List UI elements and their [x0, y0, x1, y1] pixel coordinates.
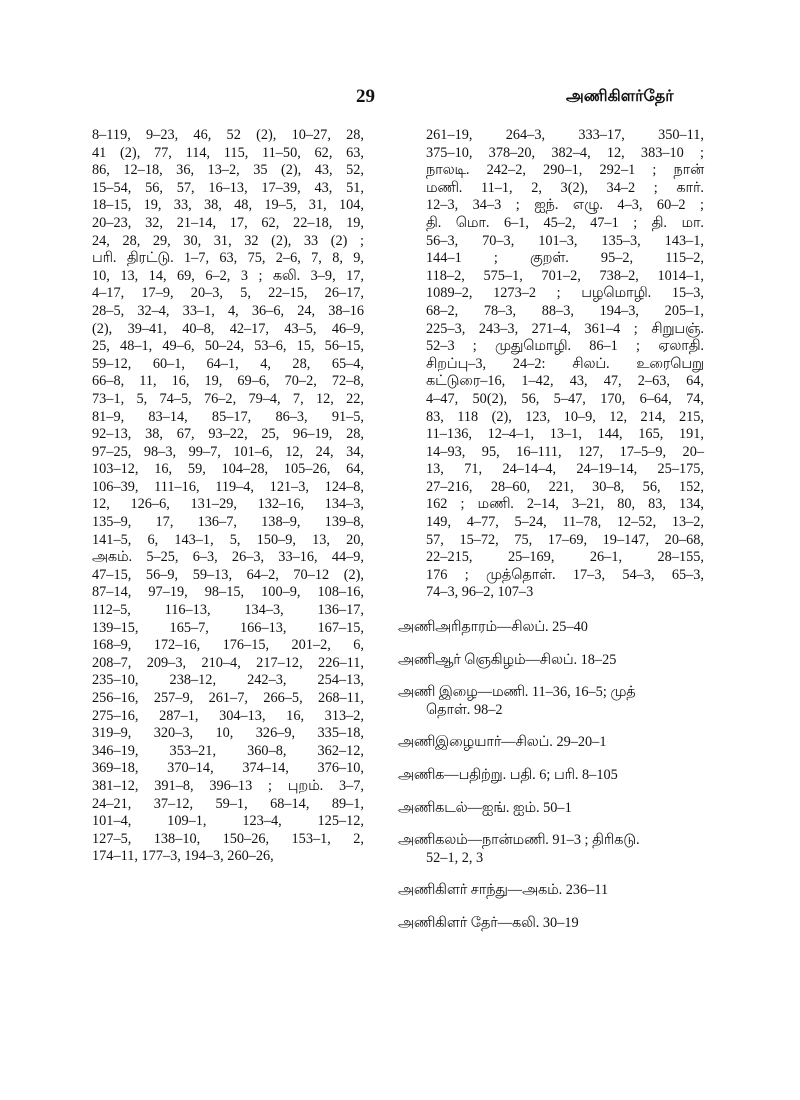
index-line: கட்டுரை–16, 1–42, 43, 47, 2–63, 64, [426, 373, 704, 390]
index-line: நாலடி. 242–2, 290–1, 292–1 ; நான் [426, 162, 704, 179]
index-line: 101–4, 109–1, 123–4, 125–12, [92, 813, 364, 830]
index-line: 59–12, 60–1, 64–1, 4, 28, 65–4, [92, 355, 364, 372]
index-entry [398, 652, 704, 670]
entry-continuation: தொள். 98–2 [426, 701, 503, 718]
index-line: 256–16, 257–9, 261–7, 266–5, 268–11, [92, 690, 364, 706]
right-column [426, 127, 704, 602]
index-line: 83, 118 (2), 123, 10–9, 12, 214, 215, [426, 408, 704, 425]
entry-headword-line: அணிஇழையார்—சிலப். 29–20–1 [398, 734, 607, 751]
index-line: 13, 71, 24–14–4, 24–19–14, 25–175, [426, 461, 704, 478]
index-line: 27–216, 28–60, 221, 30–8, 56, 152, [426, 478, 704, 495]
index-line: மணி. 11–1, 2, 3(2), 34–2 ; கார். [426, 179, 704, 196]
index-line: 18–15, 19, 33, 38, 48, 19–5, 31, 104, [92, 197, 364, 214]
index-line: 10, 13, 14, 69, 6–2, 3 ; கலி. 3–9, 17, [92, 267, 364, 284]
index-line: 208–7, 209–3, 210–4, 217–12, 226–11, [92, 654, 364, 671]
entry-headword-line: அணிகிளர் தேர்—கலி. 30–19 [398, 914, 579, 931]
page-number: 29 [356, 86, 375, 107]
index-line: 1089–2, 1273–2 ; பழமொழி. 15–3, [426, 285, 704, 302]
index-line: 375–10, 378–20, 382–4, 12, 383–10 ; [426, 144, 704, 161]
index-line: 28–5, 32–4, 33–1, 4, 36–6, 24, 38–16 [92, 302, 364, 319]
index-line: 12, 126–6, 131–29, 132–16, 134–3, [92, 496, 364, 513]
index-line: 73–1, 5, 74–5, 76–2, 79–4, 7, 12, 22, [92, 390, 364, 407]
index-line: சிறப்பு–3, 24–2: சிலப். உரைபெறு [426, 355, 704, 372]
index-entry [398, 619, 704, 637]
index-line: 106–39, 111–16, 119–4, 121–3, 124–8, [92, 478, 364, 495]
index-line: 14–93, 95, 16–111, 127, 17–5–9, 20– [426, 443, 704, 460]
index-line: 66–8, 11, 16, 19, 69–6, 70–2, 72–8, [92, 373, 364, 390]
index-entry [398, 684, 704, 719]
index-line: 74–3, 96–2, 107–3 [426, 584, 534, 601]
index-line: 103–12, 16, 59, 104–28, 105–26, 64, [92, 461, 364, 478]
index-line: 381–12, 391–8, 396–13 ; புறம். 3–7, [92, 777, 364, 794]
index-entry [398, 767, 704, 785]
index-line: பரி. திரட்டு. 1–7, 63, 75, 2–6, 7, 8, 9, [92, 250, 364, 267]
index-line: 81–9, 83–14, 85–17, 86–3, 91–5, [92, 408, 364, 425]
entry-headword-line: அணிகடல்—ஐங். ஐம். 50–1 [398, 799, 572, 816]
index-line: 168–9, 172–16, 176–15, 201–2, 6, [92, 637, 364, 654]
index-line: 225–3, 243–3, 271–4, 361–4 ; சிறுபஞ். [426, 320, 704, 337]
index-line: 57, 15–72, 75, 17–69, 19–147, 20–68, [426, 531, 704, 548]
index-entry [398, 800, 704, 818]
index-line: 112–5, 116–13, 134–3, 136–17, [92, 602, 364, 619]
index-line: தி. மொ. 6–1, 45–2, 47–1 ; தி. மா. [426, 214, 704, 231]
index-entry [398, 915, 704, 933]
index-line: 176 ; முத்தொள். 17–3, 54–3, 65–3, [426, 566, 704, 583]
index-line: 4–17, 17–9, 20–3, 5, 22–15, 26–17, [92, 285, 364, 302]
index-line: 68–2, 78–3, 88–3, 194–3, 205–1, [426, 302, 704, 319]
index-line: 118–2, 575–1, 701–2, 738–2, 1014–1, [426, 267, 704, 284]
index-line: 20–23, 32, 21–14, 17, 62, 22–18, 19, [92, 214, 364, 231]
index-line: 24, 28, 29, 30, 31, 32 (2), 33 (2) ; [92, 232, 364, 249]
running-head: அணிகிளர்தேர் [566, 86, 674, 105]
index-line: 41 (2), 77, 114, 115, 11–50, 62, 63, [92, 144, 364, 161]
entry-headword-line: அணிகலம்—நான்மணி. 91–3 ; திரிகடு. [398, 832, 640, 849]
index-line: அகம். 5–25, 6–3, 26–3, 33–16, 44–9, [92, 549, 364, 566]
entry-headword-line: அணி இழை—மணி. 11–36, 16–5; முத் [398, 684, 636, 701]
index-line: 174–11, 177–3, 194–3, 260–26, [92, 848, 274, 865]
index-line: 4–47, 50(2), 56, 5–47, 170, 6–64, 74, [426, 390, 704, 407]
index-entry [398, 832, 704, 867]
index-line: 369–18, 370–14, 374–14, 376–10, [92, 760, 364, 777]
index-line: 319–9, 320–3, 10, 326–9, 335–18, [92, 725, 364, 742]
index-line: 139–15, 165–7, 166–13, 167–15, [92, 619, 364, 636]
index-line: 86, 12–18, 36, 13–2, 35 (2), 43, 52, [92, 162, 364, 179]
index-line: 141–5, 6, 143–1, 5, 150–9, 13, 20, [92, 531, 364, 548]
index-entry [398, 882, 704, 900]
index-line: 25, 48–1, 49–6, 50–24, 53–6, 15, 56–15, [92, 338, 364, 355]
index-line: 235–10, 238–12, 242–3, 254–13, [92, 672, 364, 689]
entry-continuation: 52–1, 2, 3 [426, 849, 484, 866]
entry-headword-line: அணிக—பதிற்று. பதி. 6; பரி. 8–105 [398, 766, 618, 783]
index-entries [398, 619, 704, 948]
index-line: 15–54, 56, 57, 16–13, 17–39, 43, 51, [92, 179, 364, 196]
index-line: 24–21, 37–12, 59–1, 68–14, 89–1, [92, 795, 364, 812]
index-line: 261–19, 264–3, 333–17, 350–11, [426, 127, 704, 143]
index-line: 149, 4–77, 5–24, 11–78, 12–52, 13–2, [426, 514, 704, 531]
index-line: 11–136, 12–4–1, 13–1, 144, 165, 191, [426, 426, 704, 443]
index-line: 56–3, 70–3, 101–3, 135–3, 143–1, [426, 232, 704, 249]
index-line: 144–1 ; குறள். 95–2, 115–2, [426, 250, 704, 267]
index-line: (2), 39–41, 40–8, 42–17, 43–5, 46–9, [92, 320, 364, 337]
index-entry [398, 734, 704, 752]
index-line: 47–15, 56–9, 59–13, 64–2, 70–12 (2), [92, 566, 364, 583]
index-line: 346–19, 353–21, 360–8, 362–12, [92, 742, 364, 759]
index-line: 87–14, 97–19, 98–15, 100–9, 108–16, [92, 584, 364, 601]
entry-headword-line: அணிஅரிதாரம்—சிலப். 25–40 [398, 619, 588, 635]
index-line: 127–5, 138–10, 150–26, 153–1, 2, [92, 830, 364, 847]
entry-headword-line: அணிகிளர் சாந்து—அகம். 236–11 [398, 882, 609, 899]
index-line: 22–215, 25–169, 26–1, 28–155, [426, 549, 704, 566]
index-line: 97–25, 98–3, 99–7, 101–6, 12, 24, 34, [92, 443, 364, 460]
index-line: 135–9, 17, 136–7, 138–9, 139–8, [92, 514, 364, 531]
left-column [92, 127, 364, 866]
index-line: 52–3 ; முதுமொழி. 86–1 ; ஏலாதி. [426, 338, 704, 355]
index-line: 275–16, 287–1, 304–13, 16, 313–2, [92, 707, 364, 724]
index-line: 162 ; மணி. 2–14, 3–21, 80, 83, 134, [426, 496, 704, 513]
index-line: 8–119, 9–23, 46, 52 (2), 10–27, 28, [92, 127, 364, 143]
index-line: 12–3, 34–3 ; ஐந். எழு. 4–3, 60–2 ; [426, 197, 704, 214]
index-line: 92–13, 38, 67, 93–22, 25, 96–19, 28, [92, 426, 364, 443]
entry-headword-line: அணிஆர் ஞெகிழம்—சிலப். 18–25 [398, 651, 617, 668]
